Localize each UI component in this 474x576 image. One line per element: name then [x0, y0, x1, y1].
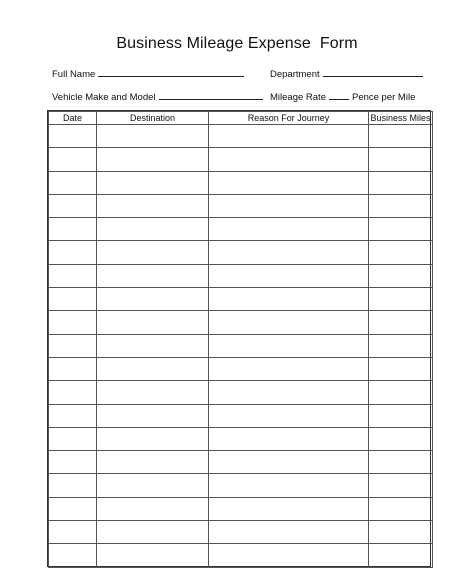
table-row — [49, 241, 433, 264]
destination-cell[interactable] — [97, 451, 209, 474]
destination-cell[interactable] — [97, 334, 209, 357]
date-cell[interactable] — [49, 357, 97, 380]
reason-cell[interactable] — [209, 125, 369, 148]
date-cell[interactable] — [49, 521, 97, 544]
date-cell[interactable] — [49, 497, 97, 520]
header-reason: Reason For Journey — [209, 112, 369, 125]
department-field — [270, 68, 423, 80]
table-header-row — [49, 112, 433, 125]
table-row — [49, 264, 433, 287]
business-miles-cell[interactable] — [369, 497, 433, 520]
business-miles-cell[interactable] — [369, 171, 433, 194]
business-miles-cell[interactable] — [369, 451, 433, 474]
business-miles-cell[interactable] — [369, 544, 433, 567]
pence-per-mile-label: Pence per Mile — [351, 92, 416, 103]
destination-cell[interactable] — [97, 474, 209, 497]
business-miles-cell[interactable] — [369, 311, 433, 334]
vehicle-field — [52, 91, 263, 103]
date-cell[interactable] — [49, 474, 97, 497]
table-row — [49, 381, 433, 404]
table-row — [49, 148, 433, 171]
destination-cell[interactable] — [97, 521, 209, 544]
mileage-rate-label: Mileage Rate — [270, 92, 326, 103]
business-miles-cell[interactable] — [369, 241, 433, 264]
reason-cell[interactable] — [209, 357, 369, 380]
table-row — [49, 544, 433, 567]
header-date: Date — [49, 112, 97, 125]
destination-cell[interactable] — [97, 241, 209, 264]
date-cell[interactable] — [49, 241, 97, 264]
table-row — [49, 474, 433, 497]
business-miles-cell[interactable] — [369, 404, 433, 427]
business-miles-cell[interactable] — [369, 427, 433, 450]
mileage-rate-input-line[interactable] — [329, 91, 349, 100]
full-name-label: Full Name — [52, 69, 96, 80]
header-business-miles: Business Miles — [370, 113, 431, 123]
department-label: Department — [270, 69, 320, 80]
table-row — [49, 451, 433, 474]
journey-table — [47, 110, 431, 567]
reason-cell[interactable] — [209, 404, 369, 427]
full-name-input-line[interactable] — [98, 68, 244, 77]
destination-cell[interactable] — [97, 288, 209, 311]
reason-cell[interactable] — [209, 218, 369, 241]
business-miles-cell[interactable] — [369, 474, 433, 497]
business-miles-cell[interactable] — [369, 357, 433, 380]
date-cell[interactable] — [49, 381, 97, 404]
reason-cell[interactable] — [209, 521, 369, 544]
business-miles-cell[interactable] — [369, 264, 433, 287]
header-destination: Destination — [97, 112, 209, 125]
business-miles-cell[interactable] — [369, 521, 433, 544]
vehicle-input-line[interactable] — [159, 91, 263, 100]
destination-cell[interactable] — [97, 148, 209, 171]
table-row — [49, 171, 433, 194]
reason-cell[interactable] — [209, 194, 369, 217]
reason-cell[interactable] — [209, 171, 369, 194]
destination-cell[interactable] — [97, 357, 209, 380]
business-miles-cell[interactable] — [369, 334, 433, 357]
reason-cell[interactable] — [209, 427, 369, 450]
reason-cell[interactable] — [209, 311, 369, 334]
department-input-line[interactable] — [323, 68, 423, 77]
destination-cell[interactable] — [97, 218, 209, 241]
business-miles-cell[interactable] — [369, 218, 433, 241]
date-cell[interactable] — [49, 427, 97, 450]
date-cell[interactable] — [49, 544, 97, 567]
table-row — [49, 357, 433, 380]
table-row — [49, 497, 433, 520]
destination-cell[interactable] — [97, 171, 209, 194]
date-cell[interactable] — [49, 404, 97, 427]
reason-cell[interactable] — [209, 544, 369, 567]
table-body — [49, 125, 433, 568]
date-cell[interactable] — [49, 125, 97, 148]
reason-cell[interactable] — [209, 497, 369, 520]
date-cell[interactable] — [49, 334, 97, 357]
reason-cell[interactable] — [209, 381, 369, 404]
table-row — [49, 404, 433, 427]
date-cell[interactable] — [49, 171, 97, 194]
date-cell[interactable] — [49, 264, 97, 287]
destination-cell[interactable] — [97, 194, 209, 217]
destination-cell[interactable] — [97, 544, 209, 567]
table-row — [49, 521, 433, 544]
destination-cell[interactable] — [97, 311, 209, 334]
destination-cell[interactable] — [97, 381, 209, 404]
business-miles-cell[interactable] — [369, 288, 433, 311]
table-row — [49, 311, 433, 334]
reason-cell[interactable] — [209, 241, 369, 264]
reason-cell[interactable] — [209, 288, 369, 311]
table-row — [49, 427, 433, 450]
date-cell[interactable] — [49, 148, 97, 171]
date-cell[interactable] — [49, 451, 97, 474]
business-miles-cell[interactable] — [369, 148, 433, 171]
reason-cell[interactable] — [209, 264, 369, 287]
form-title: Business Mileage Expense Form — [116, 35, 358, 52]
destination-cell[interactable] — [97, 264, 209, 287]
destination-cell[interactable] — [97, 497, 209, 520]
table-row — [49, 218, 433, 241]
reason-cell[interactable] — [209, 334, 369, 357]
reason-cell[interactable] — [209, 148, 369, 171]
reason-cell[interactable] — [209, 451, 369, 474]
business-miles-cell[interactable] — [369, 381, 433, 404]
destination-cell[interactable] — [97, 427, 209, 450]
table-row — [49, 334, 433, 357]
date-cell[interactable] — [49, 311, 97, 334]
business-miles-cell[interactable] — [369, 125, 433, 148]
table-row — [49, 125, 433, 148]
date-cell[interactable] — [49, 218, 97, 241]
date-cell[interactable] — [49, 288, 97, 311]
business-miles-cell[interactable] — [369, 194, 433, 217]
destination-cell[interactable] — [97, 125, 209, 148]
table-row — [49, 194, 433, 217]
mileage-rate-field — [270, 91, 415, 103]
vehicle-label: Vehicle Make and Model — [52, 92, 156, 103]
destination-cell[interactable] — [97, 404, 209, 427]
date-cell[interactable] — [49, 194, 97, 217]
table-row — [49, 288, 433, 311]
full-name-field — [52, 68, 244, 80]
reason-cell[interactable] — [209, 474, 369, 497]
